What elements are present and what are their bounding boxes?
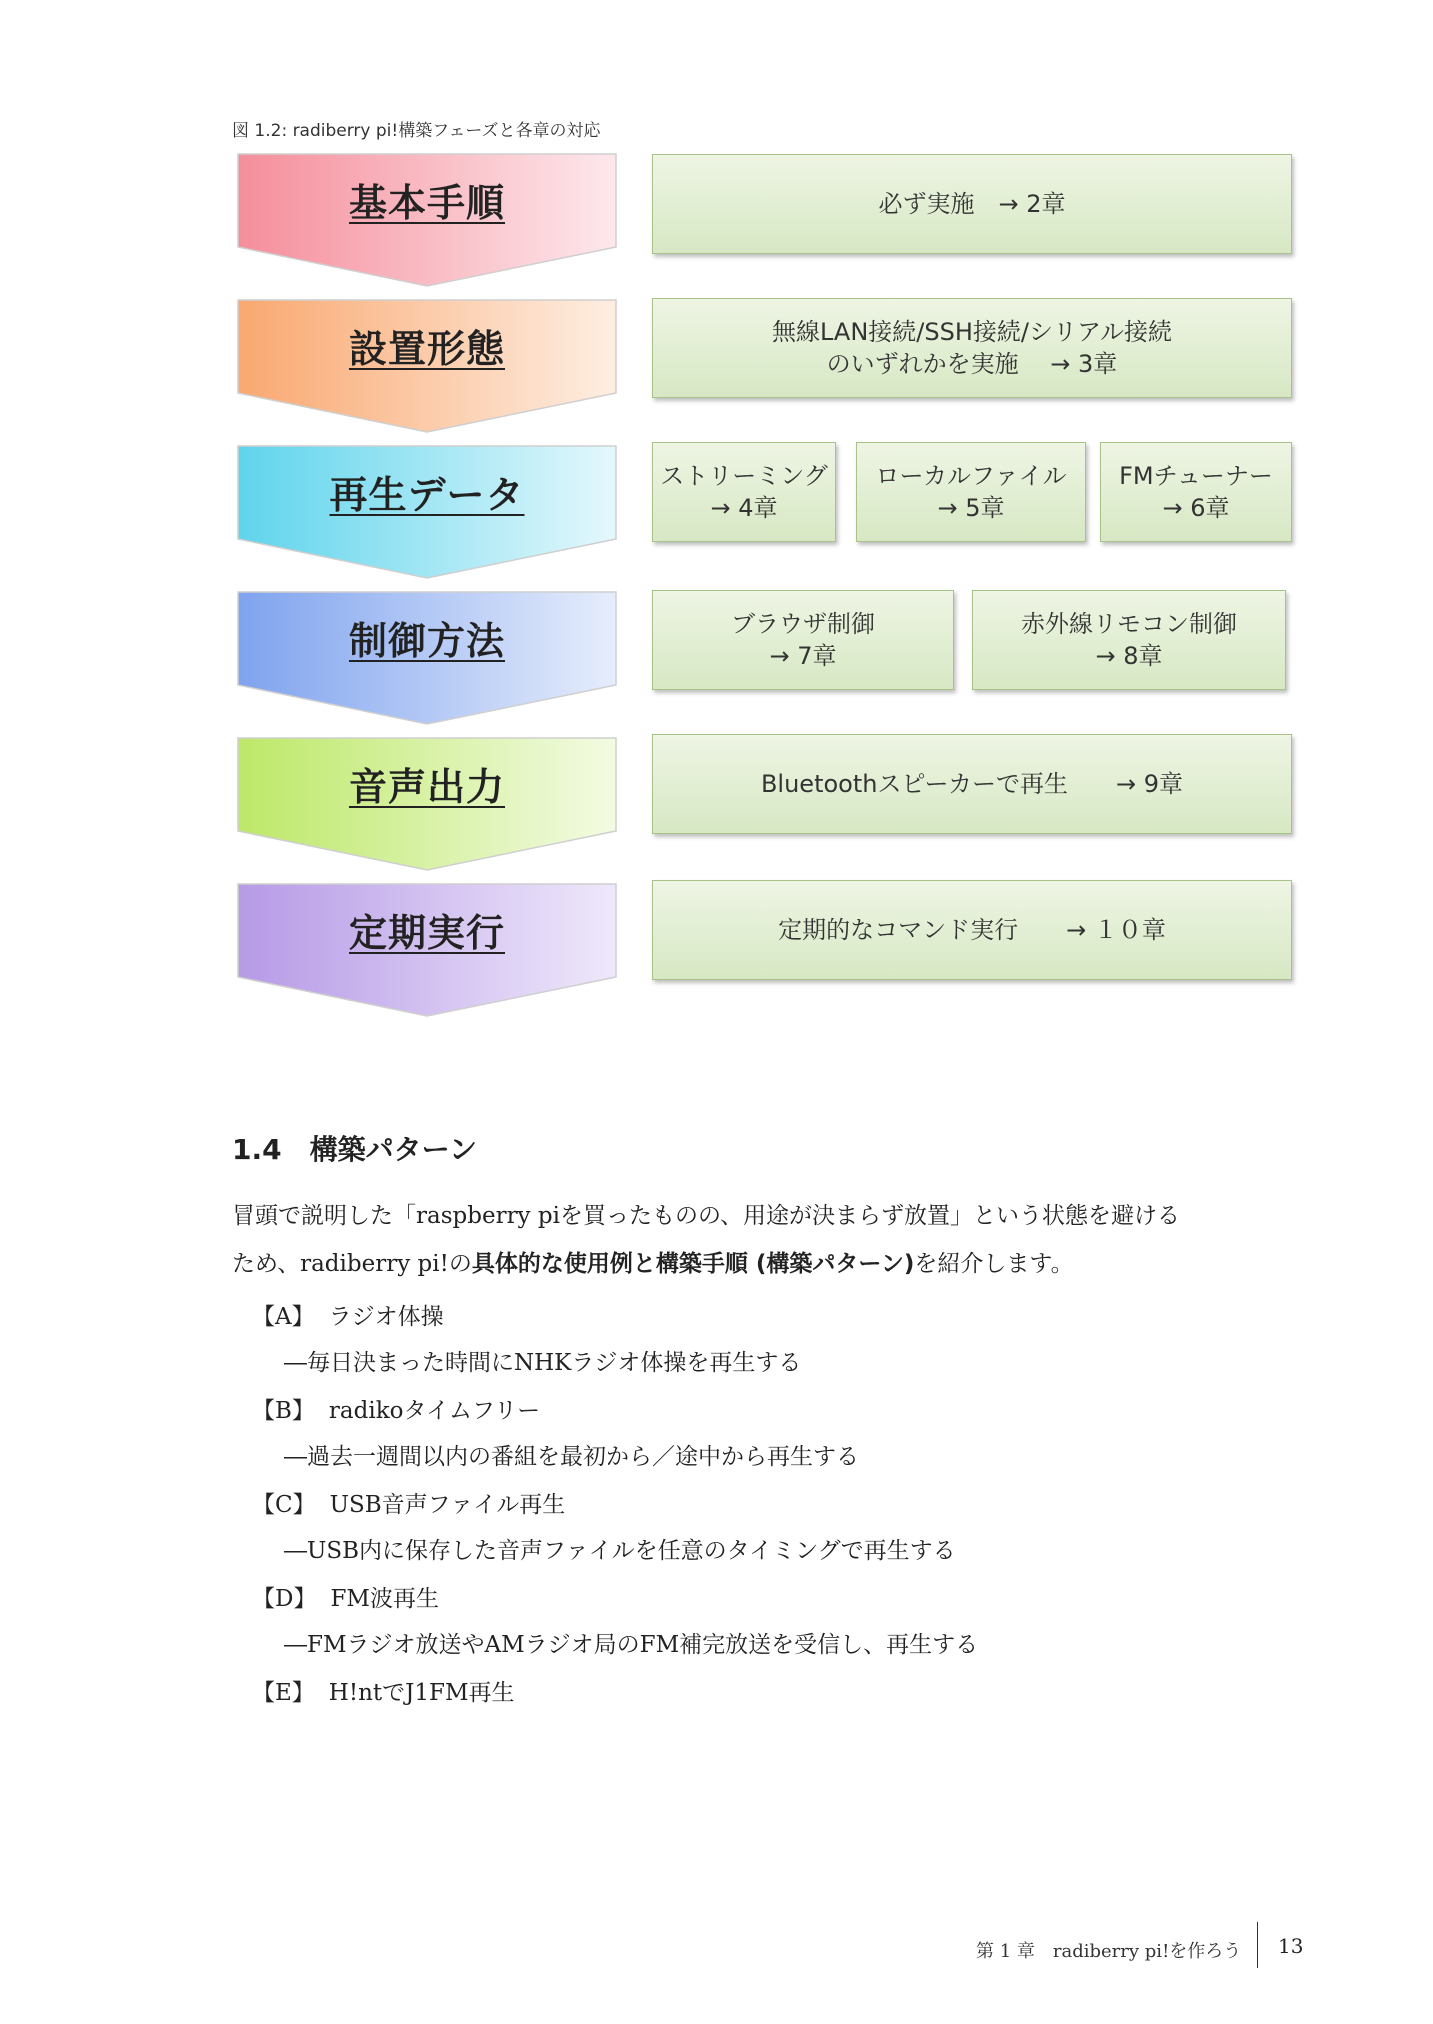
- pattern-item: [252, 1298, 444, 1331]
- phase-arrow: [236, 736, 618, 874]
- paragraph-line: 冒頭で説明した「raspberry piを買ったものの、用途が決まらず放置」という状態を避ける: [232, 1203, 1181, 1229]
- phase-arrow: [236, 590, 618, 728]
- footer-divider: [1257, 1922, 1258, 1968]
- paragraph-line: [232, 1246, 1302, 1283]
- chapter-box: 定期的なコマンド実行 → １０章: [652, 880, 1292, 980]
- figure-caption: 図 1.2: radiberry pi!構築フェーズと各章の対応: [232, 121, 601, 141]
- paragraph-text: を紹介します。: [914, 1251, 1074, 1277]
- paragraph-bold: 具体的な使用例と構築手順 (構築パターン): [471, 1251, 915, 1277]
- chapter-box: 必ず実施 → 2章: [652, 154, 1292, 254]
- pattern-item: [252, 1580, 439, 1613]
- chapter-box: ブラウザ制御 → 7章: [652, 590, 954, 690]
- page-number: 13: [1278, 1934, 1304, 1958]
- chapter-box: ローカルファイル → 5章: [856, 442, 1086, 542]
- chapter-box: 赤外線リモコン制御 → 8章: [972, 590, 1286, 690]
- pattern-tag: 【A】: [252, 1304, 315, 1330]
- pattern-title: USB音声ファイル再生: [329, 1492, 566, 1518]
- section-title: 1.4 構築パターン: [232, 1133, 478, 1166]
- pattern-title: radikoタイムフリー: [328, 1398, 541, 1424]
- pattern-desc: ―FMラジオ放送やAMラジオ局のFM補完放送を受信し、再生する: [284, 1632, 979, 1658]
- phase-label: 再生データ: [329, 473, 525, 517]
- pattern-item: [252, 1392, 540, 1425]
- phase-label: 定期実行: [348, 911, 505, 955]
- pattern-title: ラジオ体操: [328, 1304, 444, 1330]
- pattern-desc: ―過去一週間以内の番組を最初から／途中から再生する: [284, 1444, 859, 1470]
- phase-arrow: [236, 444, 618, 582]
- phase-arrow: [236, 298, 618, 436]
- pattern-title: FM波再生: [330, 1586, 439, 1612]
- pattern-tag: 【D】: [252, 1586, 317, 1612]
- running-footer: 第 1 章 radiberry pi!を作ろう: [976, 1941, 1242, 1962]
- pattern-item: [252, 1486, 565, 1519]
- chapter-box: ストリーミング → 4章: [652, 442, 836, 542]
- chapter-box: Bluetoothスピーカーで再生 → 9章: [652, 734, 1292, 834]
- pattern-item: [252, 1674, 515, 1707]
- pattern-desc: ―毎日決まった時間にNHKラジオ体操を再生する: [284, 1350, 802, 1376]
- pattern-title: H!ntでJ1FM再生: [328, 1680, 515, 1706]
- phase-label: 設置形態: [348, 327, 505, 371]
- phase-arrow: [236, 882, 618, 1020]
- pattern-tag: 【E】: [252, 1680, 315, 1706]
- pattern-desc: ―USB内に保存した音声ファイルを任意のタイミングで再生する: [284, 1538, 956, 1564]
- pattern-tag: 【B】: [252, 1398, 315, 1424]
- chapter-box: 無線LAN接続/SSH接続/シリアル接続 のいずれかを実施 → 3章: [652, 298, 1292, 398]
- phase-label: 音声出力: [348, 765, 505, 809]
- chapter-box: FMチューナー → 6章: [1100, 442, 1292, 542]
- phase-label: 制御方法: [348, 619, 505, 663]
- paragraph-text: ため、radiberry pi!の: [232, 1251, 472, 1277]
- pattern-tag: 【C】: [252, 1492, 316, 1518]
- phase-arrow: [236, 152, 618, 290]
- phase-label: 基本手順: [348, 181, 505, 225]
